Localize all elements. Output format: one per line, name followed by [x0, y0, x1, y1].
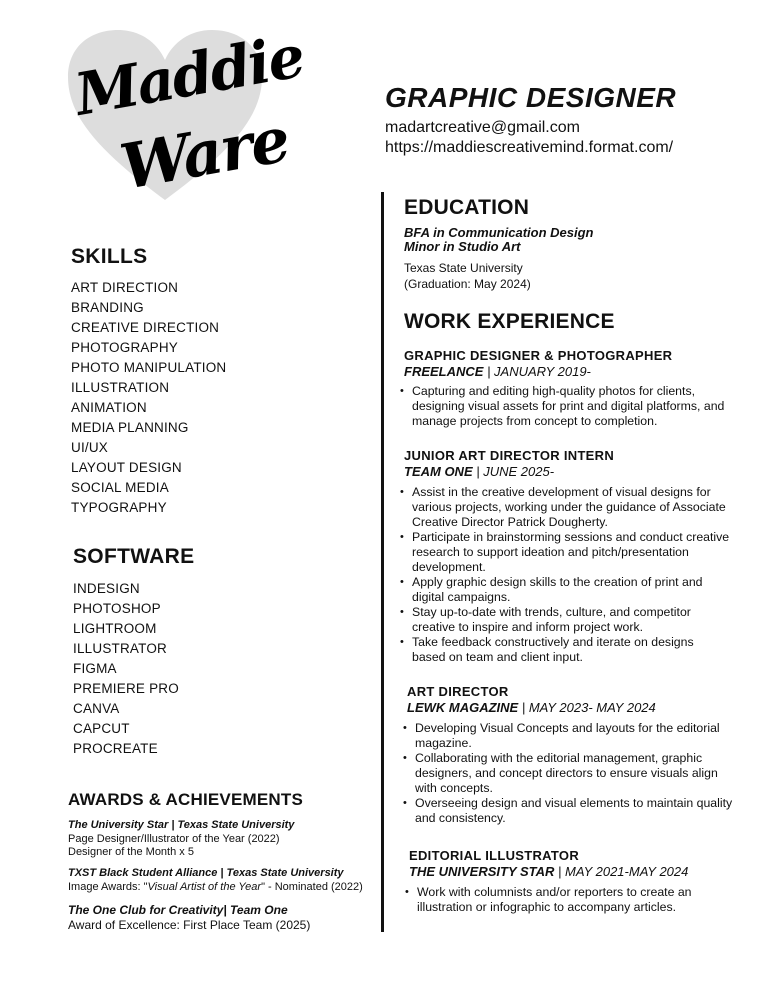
award-detail: Award of Excellence: First Place Team (2025) — [68, 917, 311, 932]
award-entry — [68, 903, 310, 932]
list-item: ANIMATION — [71, 400, 147, 415]
awards-heading: AWARDS & ACHIEVEMENTS — [68, 790, 303, 809]
job-title: GRAPHIC DESIGNER — [385, 82, 677, 113]
award-title: The University Star | Texas State University — [68, 819, 295, 831]
list-item: CREATIVE DIRECTION — [71, 320, 220, 335]
list-item: CAPCUT — [73, 721, 130, 736]
list-item: ART DIRECTION — [71, 280, 179, 295]
software-list — [73, 579, 179, 759]
list-item: • Developing Visual Concepts and layouts for the editorial magazine. — [403, 721, 733, 751]
job-role: JUNIOR ART DIRECTOR INTERN — [404, 448, 615, 463]
list-item: • Stay up-to-date with trends, culture, and competitor creative to inspire and inform project work. — [400, 605, 730, 635]
award-detail: Image Awards: "Visual Artist of the Year" - Nominated (2022) — [68, 880, 363, 893]
list-item: CANVA — [73, 701, 120, 716]
award-entry — [68, 819, 294, 860]
degree: BFA in Communication Design Minor in Studio Art — [404, 225, 594, 254]
list-item: PHOTOSHOP — [73, 601, 161, 616]
list-item: PHOTOGRAPHY — [71, 340, 178, 355]
list-item: ILLUSTRATOR — [73, 641, 167, 656]
award-title: The One Club for Creativity| Team One — [68, 903, 288, 917]
list-item: INDESIGN — [73, 581, 140, 596]
list-item: • Assist in the creative development of visual designs for various projects, working under the guidance of Associate Creative Director Patrick Dougherty. — [400, 485, 730, 530]
logo-first-name: Maddie — [70, 22, 309, 129]
award-detail: Designer of the Month x 5 — [68, 846, 194, 858]
logo — [60, 22, 309, 212]
logo-last-name: Ware — [115, 102, 294, 204]
job-company: LEWK MAGAZINE | MAY 2023- MAY 2024 — [407, 700, 656, 715]
list-item: • Apply graphic design skills to the creation of print and digital campaigns. — [400, 575, 730, 605]
list-item: • Overseeing design and visual elements to maintain quality and consistency. — [403, 796, 733, 826]
software-heading: SOFTWARE — [73, 545, 195, 568]
job-company: THE UNIVERSITY STAR | MAY 2021-MAY 2024 — [409, 864, 689, 879]
list-item: PHOTO MANIPULATION — [71, 360, 227, 375]
list-item: LIGHTROOM — [73, 621, 157, 636]
job-role: GRAPHIC DESIGNER & PHOTOGRAPHER — [404, 348, 673, 363]
list-item: BRANDING — [71, 300, 144, 315]
job-bullets — [400, 485, 730, 665]
column-divider — [381, 192, 384, 932]
work-heading: WORK EXPERIENCE — [404, 310, 615, 333]
list-item: LAYOUT DESIGN — [71, 460, 182, 475]
award-title: TXST Black Student Alliance | Texas State University — [68, 867, 344, 879]
job-company: TEAM ONE | JUNE 2025- — [404, 464, 555, 479]
list-item: SOCIAL MEDIA — [71, 480, 169, 495]
contact-info — [385, 118, 673, 158]
list-item: PROCREATE — [73, 741, 158, 756]
job-entry — [404, 348, 730, 429]
list-item: TYPOGRAPHY — [71, 500, 167, 515]
list-item: MEDIA PLANNING — [71, 420, 189, 435]
education-heading: EDUCATION — [404, 196, 530, 219]
job-role: EDITORIAL ILLUSTRATOR — [409, 848, 580, 863]
award-entry — [68, 867, 363, 894]
list-item: • Take feedback constructively and iterate on designs based on team and client input. — [400, 635, 730, 665]
list-item: UI/UX — [71, 440, 109, 455]
list-item: FIGMA — [73, 661, 117, 676]
list-item: • Capturing and editing high-quality photos for clients, designing visual assets for print and digital platforms, and manage projects from concept to completion. — [400, 384, 730, 429]
job-entry — [404, 448, 730, 665]
school: Texas State University (Graduation: May 2024) — [404, 261, 531, 291]
job-bullets — [400, 384, 730, 429]
job-bullets — [403, 721, 733, 826]
skills-list — [71, 278, 226, 518]
award-detail: Page Designer/Illustrator of the Year (2022) — [68, 832, 280, 845]
list-item: • Participate in brainstorming sessions and conduct creative research to support ideation and pitch/presentation development. — [400, 530, 730, 575]
website-link[interactable]: https://maddiescreativemind.format.com/ — [385, 139, 674, 156]
job-role: ART DIRECTOR — [407, 684, 509, 699]
job-entry — [407, 684, 733, 826]
list-item: PREMIERE PRO — [73, 681, 179, 696]
job-company: FREELANCE | JANUARY 2019- — [404, 364, 591, 379]
list-item: • Work with columnists and/or reporters to create an illustration or infographic to accompany articles. — [405, 885, 735, 915]
skills-heading: SKILLS — [71, 245, 148, 268]
email-link[interactable]: madartcreative@gmail.com — [385, 119, 580, 136]
job-bullets — [405, 885, 735, 915]
list-item: ILLUSTRATION — [71, 380, 170, 395]
list-item: • Collaborating with the editorial management, graphic designers, and concept directors to ensure visuals align with concepts. — [403, 751, 733, 796]
job-entry — [409, 848, 735, 915]
